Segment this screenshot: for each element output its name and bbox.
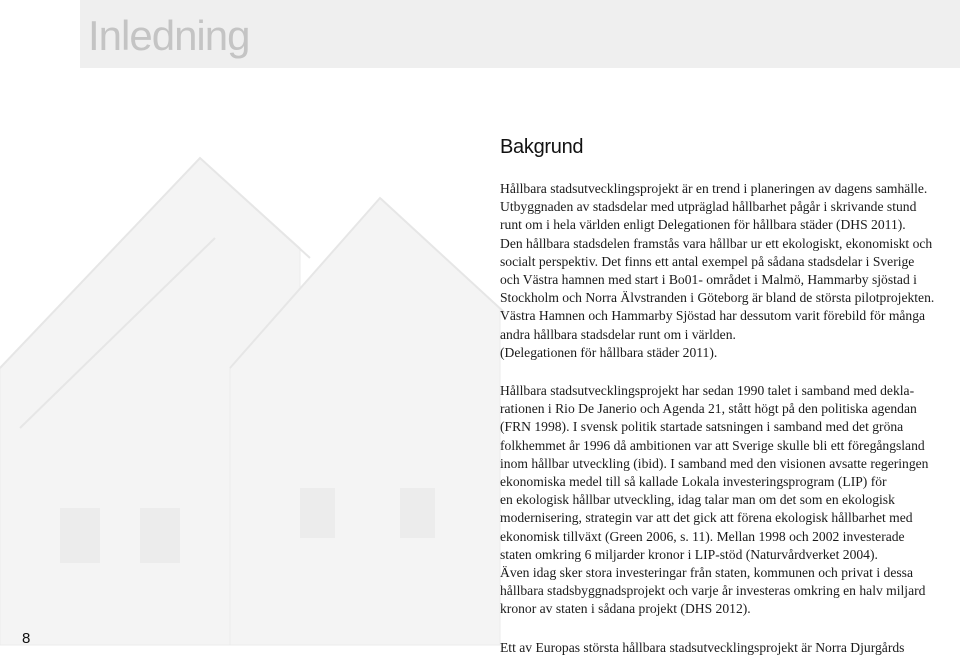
page-number: 8 — [22, 630, 31, 647]
paragraph-line: rationen i Rio De Janerio och Agenda 21, stått högt på den politiska agendan — [500, 401, 917, 417]
paragraph-line: hållbara stadsbyggnadsprojekt och varje år investeras omkring en halv miljard — [500, 583, 926, 599]
paragraph-line: kronor av staten i sådana projekt (DHS 2012). — [500, 601, 751, 617]
content-column — [500, 132, 952, 657]
paragraph-line: Utbyggnaden av stadsdelar med utpräglad hållbarhet pågår i skrivande stund — [500, 199, 917, 215]
paragraph-line: andra hållbara stadsdelar runt om i världen. — [500, 326, 736, 342]
window-3 — [300, 488, 335, 538]
paragraph-line: och Västra hamnen med start i Bo01- området i Malmö, Hammarby sjöstad i — [500, 272, 917, 288]
paragraph-line: folkhemmet år 1996 då ambitionen var att Sverige skulle bli ett föregångsland — [500, 437, 925, 453]
paragraph-line: socialt perspektiv. Det finns ett antal exempel på sådana stadsdelar i Sverige — [500, 253, 915, 269]
paragraph-3 — [500, 639, 952, 657]
paragraph-line: modernisering, strategin var att det gick att förena ekologisk hållbarhet med — [500, 510, 913, 526]
paragraph-line: inom hållbar utveckling (ibid). I samband med den visionen avsatte regeringen — [500, 455, 929, 471]
paragraph-line: ekonomiska medel till så kallade Lokala investeringsprogram (LIP) för — [500, 474, 887, 490]
paragraph-2 — [500, 382, 952, 619]
paragraph-line: en ekologisk hållbar utveckling, idag talar man om det som en ekologisk — [500, 492, 895, 508]
paragraph-line: Stockholm och Norra Älvstranden i Göteborg är bland de största pilotprojekten. — [500, 290, 935, 306]
paragraph-line: Hållbara stadsutvecklingsprojekt har sedan 1990 talet i samband med dekla- — [500, 383, 915, 399]
window-1 — [60, 508, 100, 563]
section-heading: Bakgrund — [500, 136, 584, 158]
paragraph-gap — [500, 362, 952, 382]
page-title: Inledning — [88, 12, 250, 59]
paragraph-line: Den hållbara stadsdelen framstås vara hållbar ur ett ekologiskt, ekonomiskt och — [500, 235, 933, 251]
paragraph-line: staten omkring 6 miljarder kronor i LIP-stöd (Naturvårdverket 2004). — [500, 546, 878, 562]
paragraph-line: (FRN 1998). I svensk politik startade satsningen i samband med det gröna — [500, 419, 904, 435]
paragraph-line: Även idag sker stora investeringar från staten, kommunen och privat i dessa — [500, 565, 913, 581]
paragraph-line: runt om i hela världen enligt Delegationen för hållbara städer (DHS 2011). — [500, 217, 906, 233]
paragraph-line: (Delegationen för hållbara städer 2011). — [500, 344, 718, 360]
paragraph-1 — [500, 180, 952, 362]
window-4 — [400, 488, 435, 538]
paragraph-line: Hållbara stadsutvecklingsprojekt är en trend i planeringen av dagens samhälle. — [500, 181, 928, 196]
faded-rooftops-image — [0, 68, 520, 645]
window-2 — [140, 508, 180, 563]
paragraph-line: ekonomisk tillväxt (Green 2006, s. 11). Mellan 1998 och 2002 investerade — [500, 528, 905, 544]
paragraph-line: Ett av Europas största hållbara stadsutvecklingsprojekt är Norra Djurgårds — [500, 639, 905, 655]
paragraph-gap — [500, 619, 952, 639]
paragraph-line: Västra Hamnen och Hammarby Sjöstad har dessutom varit förebild för många — [500, 308, 926, 324]
